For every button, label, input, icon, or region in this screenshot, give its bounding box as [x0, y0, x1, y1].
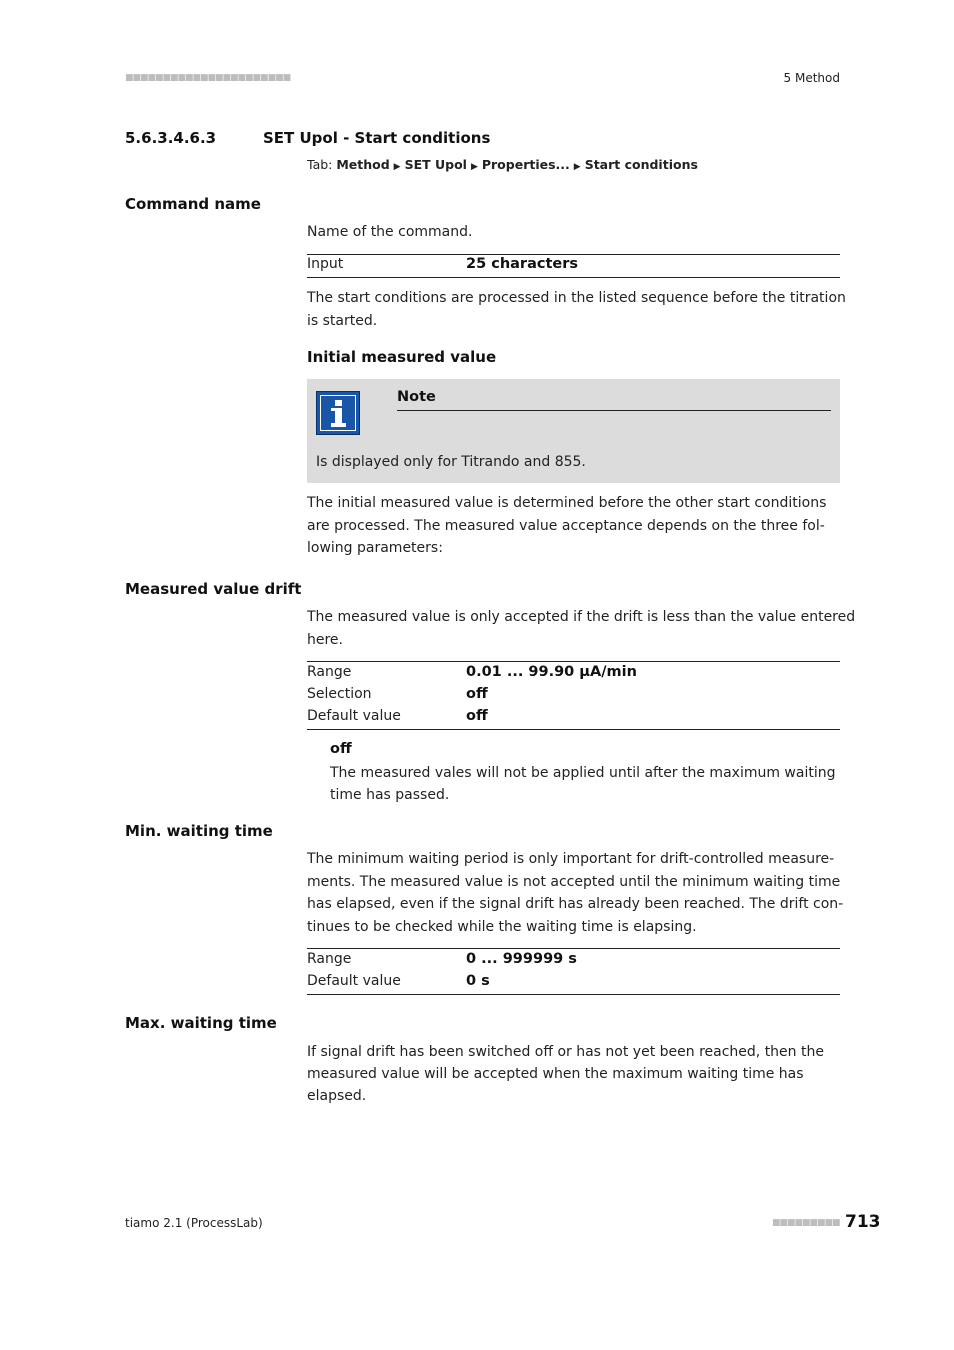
default-label: Default value — [307, 708, 401, 724]
command-name-heading: Command name — [125, 195, 261, 213]
table-rule — [307, 729, 840, 730]
mwt-range-label: Range — [307, 951, 352, 967]
initial-measured-value-heading: Initial measured value — [307, 348, 497, 366]
page-number: 713 — [845, 1212, 881, 1232]
mwt-line3: has elapsed, even if the signal drift has already been reached. The drift con- — [307, 896, 844, 912]
input-value: 25 characters — [466, 256, 579, 272]
mwt-line4: tinues to be checked while the waiting time is elapsing. — [307, 919, 697, 935]
selection-value: off — [466, 686, 488, 702]
mvd-line2: here. — [307, 632, 343, 648]
imv-line3: lowing parameters: — [307, 540, 443, 556]
selection-label: Selection — [307, 686, 372, 702]
imv-line1: The initial measured value is determined before the other start conditions — [307, 495, 827, 511]
note-title: Note — [397, 389, 436, 405]
mwt-default-value: 0 s — [466, 973, 490, 989]
note-box — [307, 379, 840, 483]
mwt-default-label: Default value — [307, 973, 401, 989]
table-rule — [307, 994, 840, 995]
table-rule — [307, 948, 840, 949]
default-value: off — [466, 708, 488, 724]
imv-line2: are processed. The measured value acceptance depends on the three fol- — [307, 518, 825, 534]
section-number: 5.6.3.4.6.3 — [125, 129, 217, 147]
note-text: Is displayed only for Titrando and 855. — [316, 454, 586, 470]
option-name: off — [330, 741, 352, 757]
mwt-line2: ments. The measured value is not accepted until the minimum waiting time — [307, 874, 841, 890]
max-waiting-time-heading: Max. waiting time — [125, 1014, 277, 1032]
table-rule — [307, 277, 840, 278]
table-rule — [307, 254, 840, 255]
tab-path-properties: Properties... — [481, 157, 570, 172]
tab-path — [307, 157, 698, 172]
footer-product: tiamo 2.1 (ProcessLab) — [125, 1216, 263, 1230]
footer-marks: ■■■■■■■■■ — [772, 1218, 840, 1228]
option-line1: The measured vales will not be applied until after the maximum waiting — [330, 765, 836, 781]
mvd-line1: The measured value is only accepted if the drift is less than the value entered — [307, 609, 856, 625]
start-intro-line2: is started. — [307, 313, 378, 329]
range-value: 0.01 ... 99.90 µA/min — [466, 664, 637, 680]
tab-path-prefix: Tab: — [307, 157, 333, 172]
tab-path-start-conditions: Start conditions — [584, 157, 698, 172]
tab-path-method: Method — [336, 157, 390, 172]
range-label: Range — [307, 664, 352, 680]
maxwt-line1: If signal drift has been switched off or has not yet been reached, then the — [307, 1044, 824, 1060]
arrow-right-icon: ▶ — [573, 162, 581, 172]
min-waiting-time-heading: Min. waiting time — [125, 822, 273, 840]
info-icon — [316, 391, 360, 435]
maxwt-line3: elapsed. — [307, 1088, 367, 1104]
start-intro-line1: The start conditions are processed in the listed sequence before the titration — [307, 290, 846, 306]
note-rule — [397, 410, 831, 411]
chapter-label: 5 Method — [783, 71, 840, 85]
header-marks: ■■■■■■■■■■■■■■■■■■■■■■ — [125, 73, 291, 83]
option-line2: time has passed. — [330, 787, 450, 803]
arrow-right-icon: ▶ — [393, 162, 401, 172]
maxwt-line2: measured value will be accepted when the maximum waiting time has — [307, 1066, 804, 1082]
input-label: Input — [307, 256, 344, 272]
mwt-line1: The minimum waiting period is only important for drift-controlled measure- — [307, 851, 835, 867]
mwt-range-value: 0 ... 999999 s — [466, 951, 577, 967]
measured-value-drift-heading: Measured value drift — [125, 580, 302, 598]
section-title: SET Upol - Start conditions — [263, 129, 491, 147]
tab-path-set-upol: SET Upol — [404, 157, 467, 172]
table-rule — [307, 661, 840, 662]
command-name-desc: Name of the command. — [307, 224, 473, 240]
arrow-right-icon: ▶ — [470, 162, 478, 172]
